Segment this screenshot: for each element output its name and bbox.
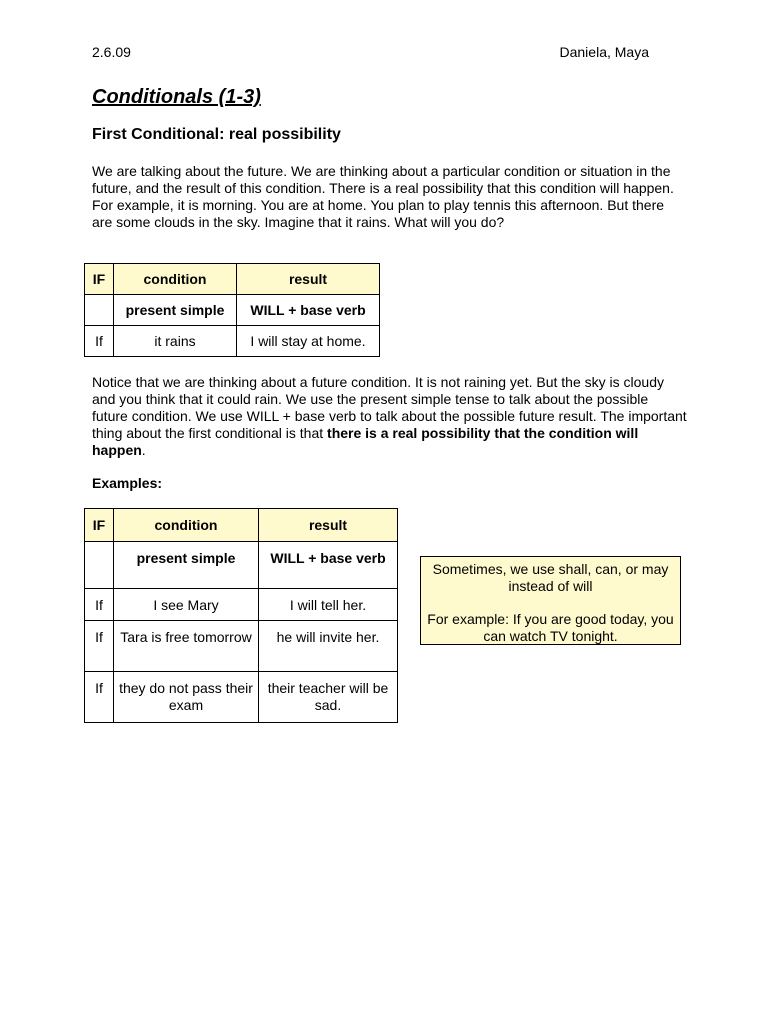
table-header-row	[85, 264, 380, 295]
note-box	[420, 556, 681, 645]
table-cell: WILL + base verb	[237, 295, 380, 326]
notice-paragraph	[92, 374, 687, 459]
table-cell: it rains	[114, 326, 237, 357]
examples-label: Examples:	[92, 475, 163, 491]
table-cell	[85, 295, 114, 326]
table-row	[85, 672, 398, 723]
notice-bold-text: there is a real possibility that the condition will happen	[92, 425, 639, 458]
examples-table	[84, 508, 398, 723]
document-date: 2.6.09	[92, 44, 131, 60]
table-cell: If	[85, 589, 114, 621]
table-cell: I will tell her.	[259, 589, 398, 621]
note-line-2: For example: If you are good today, you can watch TV tonight.	[427, 611, 674, 644]
header-cell-result: result	[259, 509, 398, 542]
table-cell: present simple	[114, 542, 259, 589]
table-cell: If	[85, 326, 114, 357]
table-cell: they do not pass their exam	[114, 672, 259, 723]
table-cell: Tara is free tomorrow	[114, 621, 259, 672]
notice-end: .	[141, 442, 146, 458]
table-cell: their teacher will be sad.	[259, 672, 398, 723]
table-cell: I will stay at home.	[237, 326, 380, 357]
header-cell-result: result	[237, 264, 380, 295]
table-cell: he will invite her.	[259, 621, 398, 672]
table-cell: If	[85, 621, 114, 672]
table-cell: WILL + base verb	[259, 542, 398, 589]
table-row	[85, 589, 398, 621]
table-cell: I see Mary	[114, 589, 259, 621]
header-cell-condition: condition	[114, 264, 237, 295]
header-cell-condition: condition	[114, 509, 259, 542]
table-row	[85, 621, 398, 672]
table-cell: If	[85, 672, 114, 723]
page-title: Conditionals (1-3)	[92, 86, 261, 108]
table-header-row	[85, 509, 398, 542]
notice-text: Notice that we are thinking about a future condition. It is not raining yet. But the sky is cloudy and you think that it could rain. We use the present simple tense to talk about the possible future condition. We use WILL + base verb to talk about the possible future result. The important thing about the first conditional is that	[92, 374, 687, 441]
section-subtitle: First Conditional: real possibility	[92, 126, 341, 143]
table-row	[85, 326, 380, 357]
note-line-1: Sometimes, we use shall, can, or may instead of will	[432, 561, 669, 594]
table-cell	[85, 542, 114, 589]
table-cell: present simple	[114, 295, 237, 326]
table-row	[85, 542, 398, 589]
document-authors: Daniela, Maya	[559, 44, 649, 60]
header-cell-if: IF	[85, 509, 114, 542]
intro-paragraph: We are talking about the future. We are thinking about a particular condition or situation in the future, and the result of this condition. There is a real possibility that this condition will happen. For example, it is morning. You are at home. You plan to play tennis this afternoon. But there are some clouds in the sky. Imagine that it rains. What will you do?	[92, 163, 674, 230]
table-row	[85, 295, 380, 326]
header-cell-if: IF	[85, 264, 114, 295]
first-conditional-table	[84, 263, 380, 357]
